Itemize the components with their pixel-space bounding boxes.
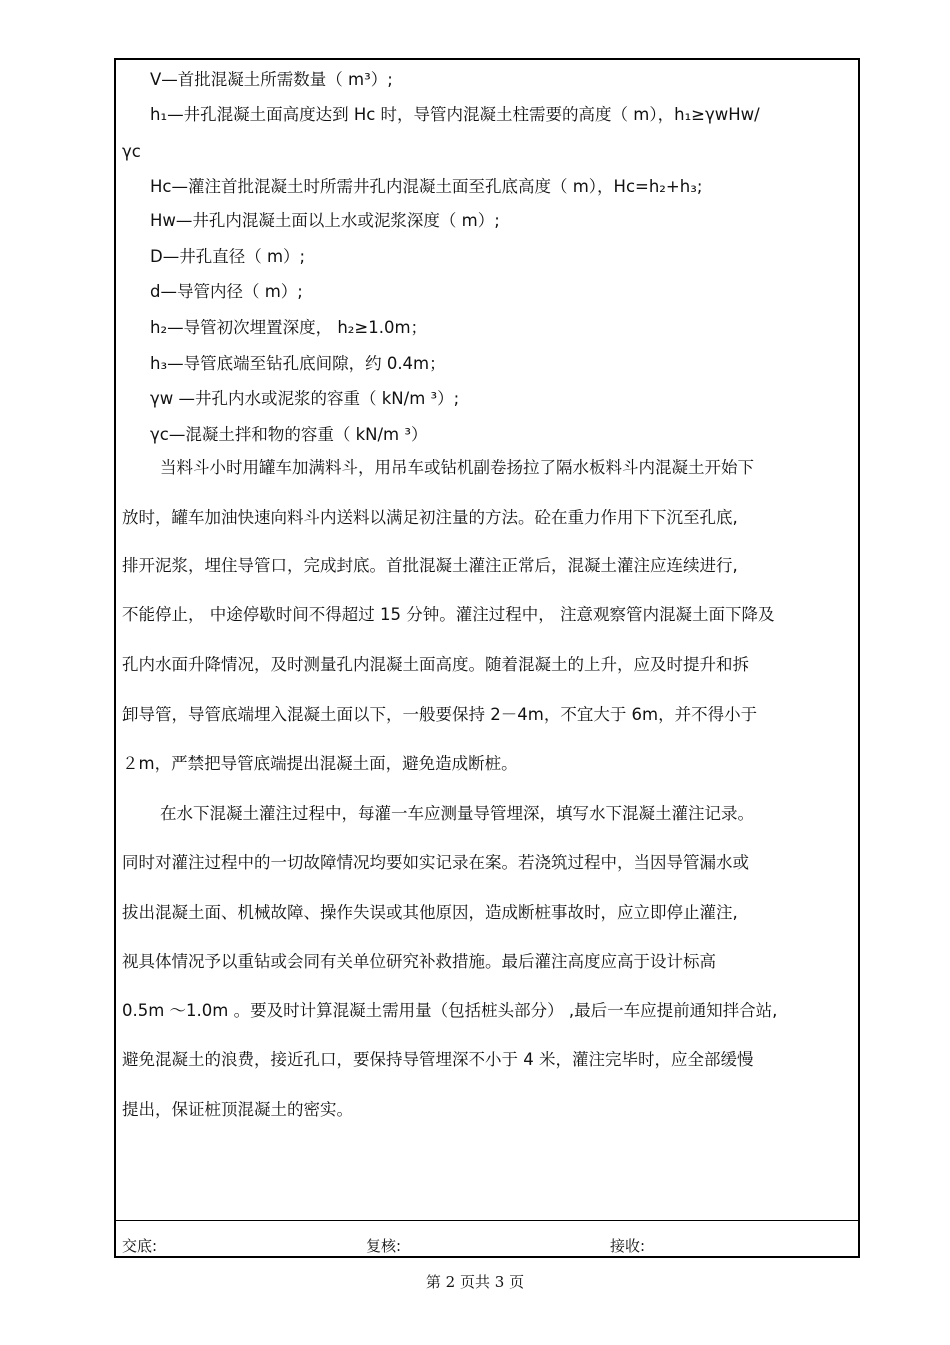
paragraph-line: 视具体情况予以重钻或会同有关单位研究补救措施。最后灌注高度应高于设计标高 [122, 952, 716, 971]
paragraph-line: 放时，罐车加油快速向料斗内送料以满足初注量的方法。砼在重力作用下下沉至孔底, [122, 508, 738, 527]
paragraph-line: 排开泥浆，埋住导管口，完成封底。首批混凝土灌注正常后，混凝土灌注应连续进行, [122, 556, 738, 575]
definition-line: Hc—灌注首批混凝土时所需井孔内混凝土面至孔底高度（ m），Hc=h₂+h₃; [150, 177, 703, 196]
receive-label: 接收: [610, 1237, 646, 1255]
paragraph-line: 在水下混凝土灌注过程中，每灌一车应测量导管埋深，填写水下混凝土灌注记录。 [160, 804, 754, 823]
definition-line: h₂—导管初次埋置深度， h₂≥1.0m； [150, 318, 428, 337]
document-body [116, 60, 858, 1220]
definition-line: γc—混凝土拌和物的容重（ kN/m ³） [150, 425, 428, 444]
paragraph-line: 卸导管，导管底端埋入混凝土面以下，一般要保持 2－4m，不宜大于 6m，并不得小于 [122, 705, 758, 724]
handover-label: 交底: [122, 1237, 158, 1255]
paragraph-line: 避免混凝土的浪费，接近孔口，要保持导管埋深不小于 4 米，灌注完毕时，应全部缓慢 [122, 1050, 754, 1069]
paragraph-line: 0.5m ～1.0m 。要及时计算混凝土需用量（包括桩头部分） ,最后一车应提前通知拌合站, [122, 1001, 778, 1020]
paragraph-line: 同时对灌注过程中的一切故障情况均要如实记录在案。若浇筑过程中，当因导管漏水或 [122, 853, 749, 872]
definition-line: D—井孔直径（ m）; [150, 247, 306, 266]
paragraph-line: 孔内水面升降情况，及时测量孔内混凝土面高度。随着混凝土的上升，应及时提升和拆 [122, 655, 749, 674]
definition-line: γc [122, 142, 141, 161]
paragraph-line: 不能停止， 中途停歇时间不得超过 15 分钟。灌注过程中， 注意观察管内混凝土面下降及 [122, 605, 775, 624]
document-frame [114, 58, 860, 1258]
paragraph-line: ２m，严禁把导管底端提出混凝土面，避免造成断桩。 [122, 754, 518, 773]
signature-row [116, 1220, 858, 1256]
definition-line: h₁—井孔混凝土面高度达到 Hc 时，导管内混凝土柱需要的高度（ m），h₁≥γwHw/ [150, 105, 760, 124]
paragraph-line: 提出，保证桩顶混凝土的密实。 [122, 1100, 353, 1119]
review-label: 复核: [366, 1237, 402, 1255]
definition-line: V—首批混凝土所需数量（ m³）; [150, 70, 393, 89]
definition-line: Hw—井孔内混凝土面以上水或泥浆深度（ m）; [150, 211, 500, 230]
paragraph-line: 当料斗小时用罐车加满料斗，用吊车或钻机副卷扬拉了隔水板料斗内混凝土开始下 [160, 458, 754, 477]
paragraph-line: 拔出混凝土面、机械故障、操作失误或其他原因，造成断桩事故时，应立即停止灌注, [122, 903, 738, 922]
definition-line: d—导管内径（ m）; [150, 282, 303, 301]
definition-line: h₃—导管底端至钻孔底间隙，约 0.4m； [150, 354, 446, 373]
page-number: 第 2 页共 3 页 [425, 1273, 525, 1291]
definition-line: γw —井孔内水或泥浆的容重（ kN/m ³）; [150, 389, 460, 408]
